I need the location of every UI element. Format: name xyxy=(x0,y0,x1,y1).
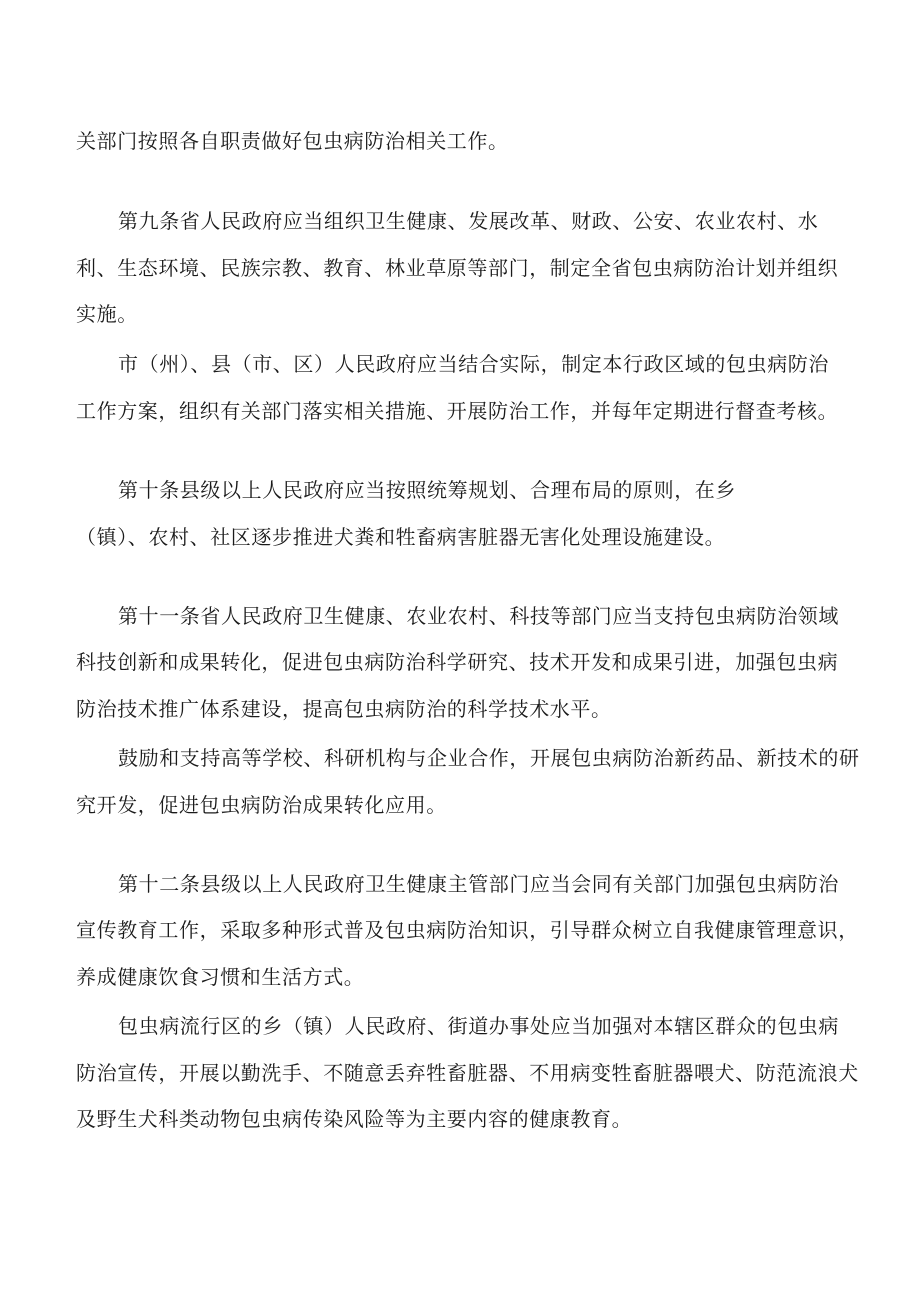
text-line: 包虫病流行区的乡（镇）人民政府、街道办事处应当加强对本辖区群众的包虫病 xyxy=(118,1014,839,1038)
text-line: 科技创新和成果转化，促进包虫病防治科学研究、技术开发和成果引进，加强包虫病 xyxy=(76,650,839,674)
text-line: 究开发，促进包虫病防治成果转化应用。 xyxy=(76,793,447,817)
text-line: （镇）、农村、社区逐步推进犬粪和牲畜病害脏器无害化处理设施建设。 xyxy=(76,525,726,549)
text-line: 鼓励和支持高等学校、科研机构与企业合作，开展包虫病防治新药品、新技术的研 xyxy=(118,746,860,770)
text-line: 防治技术推广体系建设，提高包虫病防治的科学技术水平。 xyxy=(76,697,612,721)
text-line: 利、生态环境、民族宗教、教育、林业草原等部门，制定全省包虫病防治计划并组织 xyxy=(76,256,839,280)
text-line: 及野生犬科类动物包虫病传染风险等为主要内容的健康教育。 xyxy=(76,1107,633,1131)
text-line: 第十二条县级以上人民政府卫生健康主管部门应当会同有关部门加强包虫病防治 xyxy=(118,872,839,896)
text-line: 宣传教育工作，采取多种形式普及包虫病防治知识，引导群众树立自我健康管理意识， xyxy=(76,918,859,942)
text-line: 第九条省人民政府应当组织卫生健康、发展改革、财政、公安、农业农村、水 xyxy=(118,209,819,233)
text-line: 实施。 xyxy=(76,302,138,326)
text-line: 市（州）、县（市、区）人民政府应当结合实际，制定本行政区域的包虫病防治 xyxy=(118,352,829,376)
text-line: 第十条县级以上人民政府应当按照统筹规划、合理布局的原则，在乡 xyxy=(118,478,736,502)
text-line: 防治宣传，开展以勤洗手、不随意丢弃牲畜脏器、不用病变牲畜脏器喂犬、防范流浪犬 xyxy=(76,1061,859,1085)
text-line: 养成健康饮食习惯和生活方式。 xyxy=(76,965,365,989)
text-line: 关部门按照各自职责做好包虫病防治相关工作。 xyxy=(76,129,509,153)
text-line: 第十一条省人民政府卫生健康、农业农村、科技等部门应当支持包虫病防治领域 xyxy=(118,604,839,628)
text-line: 工作方案，组织有关部门落实相关措施、开展防治工作，并每年定期进行督查考核。 xyxy=(76,399,839,423)
